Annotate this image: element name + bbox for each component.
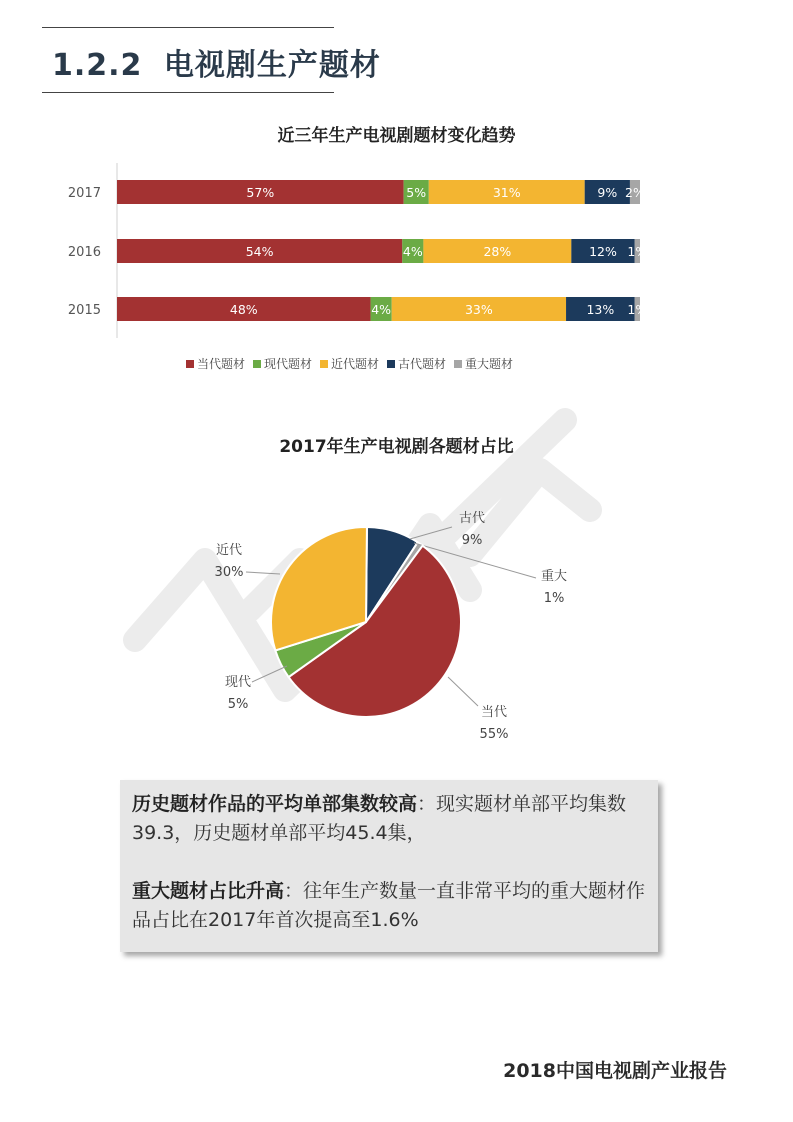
pie-slice-name: 古代 xyxy=(458,511,486,526)
pie-leader-line xyxy=(448,677,478,706)
bar-chart-title: 近三年生产电视剧题材变化趋势 xyxy=(277,126,516,146)
pie-leader-line xyxy=(410,527,452,539)
legend-label: 古代题材 xyxy=(398,357,447,371)
bar-data-label: 4% xyxy=(371,302,392,317)
pie-slice-value: 30% xyxy=(214,565,244,580)
bar-data-label: 1% xyxy=(627,302,648,317)
bar-data-label: 5% xyxy=(406,185,427,200)
pie-leader-line xyxy=(252,666,287,682)
bar-data-label: 31% xyxy=(492,185,521,200)
callout-p1-bold: 历史题材作品的平均单部集数较高 xyxy=(132,793,418,815)
bar-data-label: 54% xyxy=(245,244,274,259)
pie-slice-value: 5% xyxy=(227,697,249,712)
bar-data-label: 12% xyxy=(589,244,617,259)
pie-slice-value: 9% xyxy=(461,533,483,548)
legend-label: 重大题材 xyxy=(465,357,514,371)
bar-data-label: 57% xyxy=(246,185,275,200)
bar-data-label: 33% xyxy=(464,302,493,317)
pie-slice-name: 现代 xyxy=(224,675,252,690)
callout-p2-bold: 重大题材占比升高 xyxy=(132,880,285,902)
section-heading: 电视剧生产题材 xyxy=(163,48,381,83)
bar-data-label: 2% xyxy=(625,185,645,200)
footer-report-title: 2018中国电视剧产业报告 xyxy=(503,1060,727,1082)
pie-chart-title: 2017年生产电视剧各题材占比 xyxy=(279,437,514,457)
bar-data-label: 28% xyxy=(483,244,512,259)
bar-data-label: 9% xyxy=(597,185,618,200)
bar-data-label: 4% xyxy=(402,244,423,259)
pie-slice-name: 重大 xyxy=(540,569,568,584)
bar-data-label: 1% xyxy=(627,244,648,259)
callout-p2-text: ：往年生产数量一直非常平均的重大题材作品占比在2017年首次提高至1.6% xyxy=(132,880,646,931)
callout-paragraph-1 xyxy=(132,790,646,848)
callout-p1-text: ：现实题材单部平均集数39.3，历史题材单部平均45.4集， xyxy=(132,793,627,844)
legend-label: 现代题材 xyxy=(264,357,313,371)
section-number: 1.2.2 xyxy=(52,48,143,83)
bar-data-label: 13% xyxy=(586,302,615,317)
bar-data-label: 48% xyxy=(229,302,258,317)
bar-category-label: 2017 xyxy=(67,186,101,201)
pie-slice-name: 当代 xyxy=(480,705,508,720)
pie-slice-name: 近代 xyxy=(215,543,243,558)
pie-leader-line xyxy=(246,572,280,574)
callout-paragraph-2 xyxy=(132,877,646,935)
legend-label: 当代题材 xyxy=(197,357,246,371)
bar-category-label: 2016 xyxy=(67,245,101,260)
pie-slice-value: 55% xyxy=(479,727,509,742)
legend-label: 近代题材 xyxy=(331,357,380,371)
bar-category-label: 2015 xyxy=(67,303,101,318)
callout-box xyxy=(120,780,658,952)
pie-slice-value: 1% xyxy=(543,591,565,606)
